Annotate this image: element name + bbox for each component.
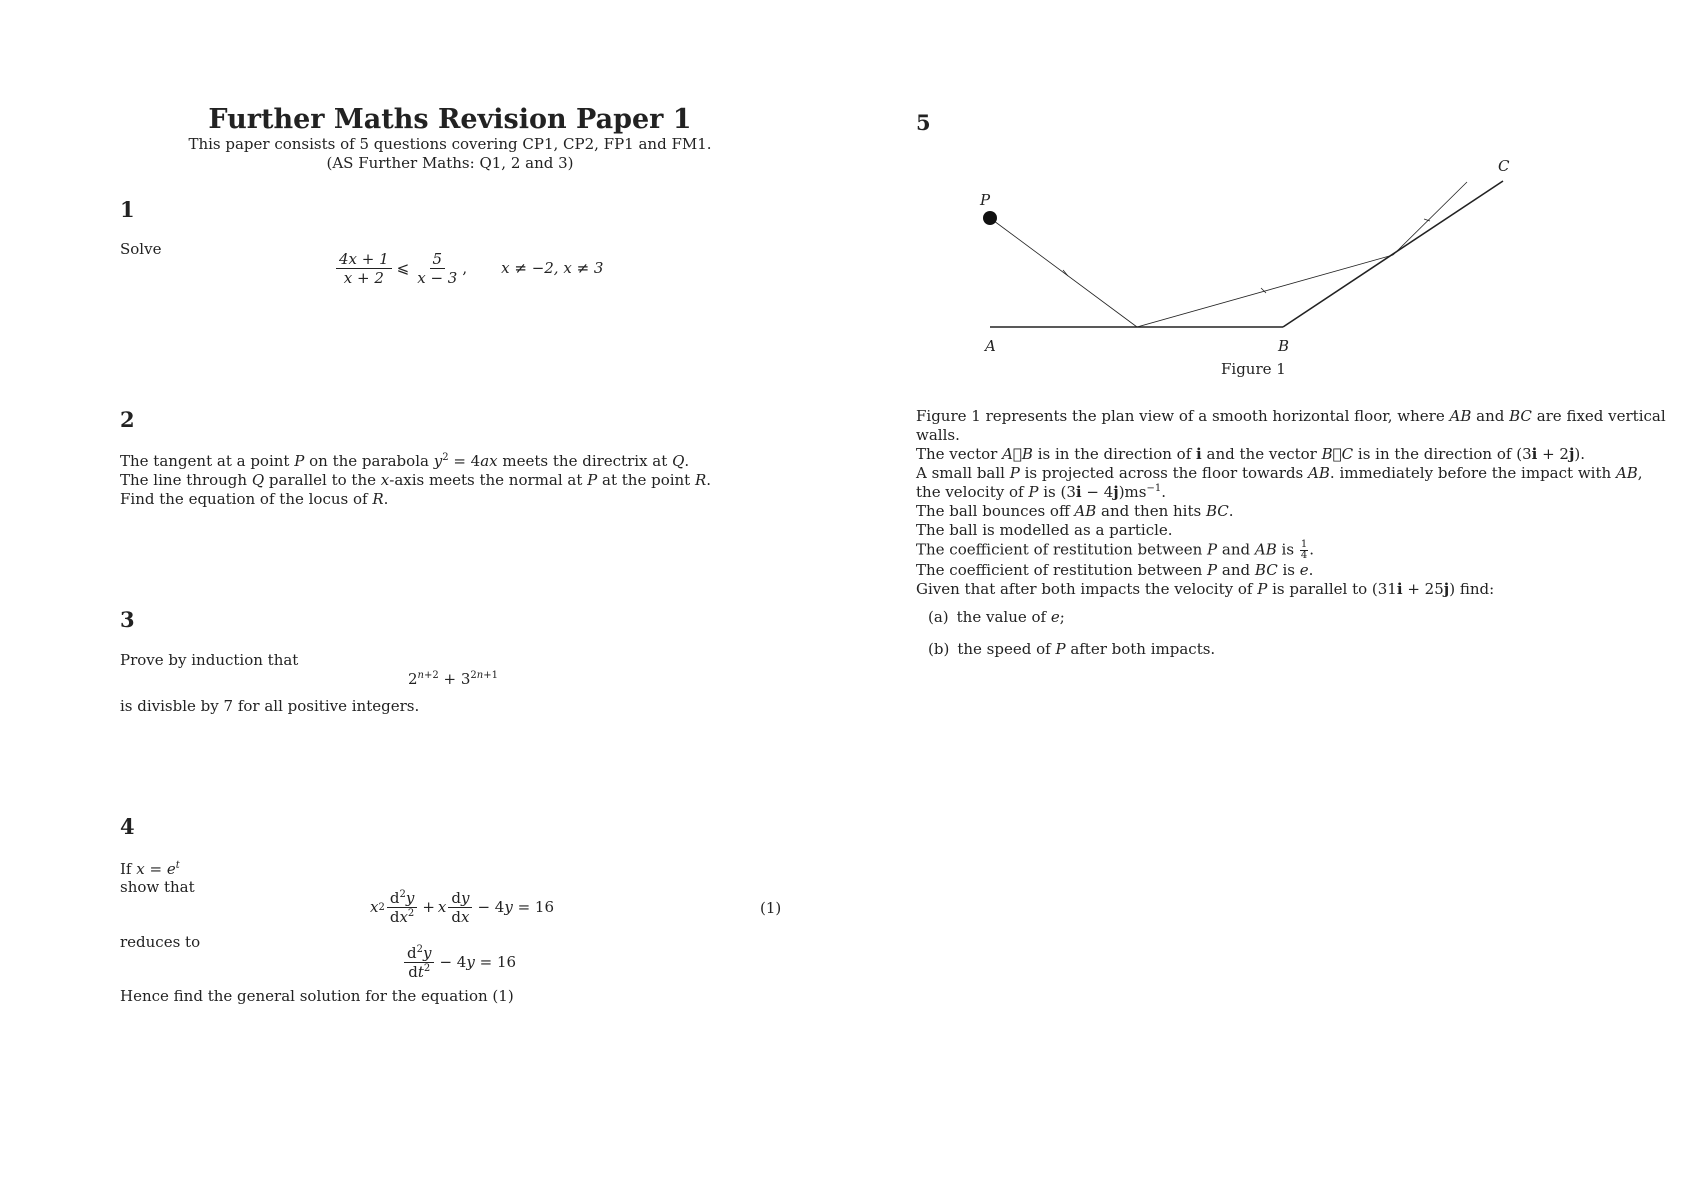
- label-c: C: [1498, 157, 1510, 175]
- question-4-hence: Hence find the general solution for the equation (1): [120, 987, 514, 1005]
- figure-1-diagram: [0, 0, 1684, 400]
- question-3-outro: is divisble by 7 for all positive integers.: [120, 697, 420, 715]
- ball-p: [983, 211, 997, 225]
- label-b: B: [1278, 337, 1290, 355]
- question-5-number: 5: [916, 110, 931, 135]
- rhs-fraction: $\frac{5}{x - 3}$: [417, 250, 458, 287]
- question-4-equation-1: x 2 $\frac{d^2y}{dx^2}$ + x $\frac{dy}{dx}$ − 4y = 16: [370, 889, 555, 926]
- question-3-intro: Prove by induction that: [120, 651, 299, 669]
- path-segment-1: [990, 218, 1137, 327]
- paper-note: (AS Further Maths: Q1, 2 and 3): [326, 154, 574, 172]
- wall-bc: [1283, 181, 1503, 327]
- question-4-show-that: show that: [120, 878, 195, 896]
- question-1-condition: x ≠ −2, x ≠ 3: [501, 259, 604, 277]
- lhs-fraction: $\frac{4x + 1}{x + 2}$: [336, 250, 392, 287]
- path-segment-2: [1137, 255, 1393, 327]
- question-5-part-b: (b) the speed of P after both impacts.: [928, 640, 1216, 658]
- question-1-number: 1: [120, 197, 135, 222]
- question-5-part-a: (a) the value of e;: [928, 608, 1065, 626]
- question-3-expression: $2^{n+2} + 3^{2n+1}$: [408, 670, 498, 688]
- question-2-number: 2: [120, 407, 135, 432]
- question-5-text: Figure 1 represents the plan view of a smooth horizontal floor, where AB and BC are fixed vertical walls. The vector A⃗B is in the direction of i and the vector B⃗C is in the direction of (3i + 2j). A small ball P is projected across the floor towards AB. immediately before the impact with AB, the velocity of P is $(3i - 4j)ms^{-1}$. The ball bounces off AB and then hits BC. The ball is modelled as a particle. The coefficient of restitution between P and AB is $\frac{1}{4}$ . The coefficient of restitution between P and BC is e. Given that after both impacts the velocity of P is parallel to (31i + 25j) find:: [916, 407, 1666, 598]
- paper-title: Further Maths Revision Paper 1: [208, 104, 692, 135]
- label-a: A: [985, 337, 996, 355]
- question-1-intro: Solve: [120, 240, 162, 258]
- path-segment-3: [1393, 182, 1467, 255]
- paper-subtitle: This paper consists of 5 questions covering CP1, CP2, FP1 and FM1.: [188, 135, 712, 153]
- question-2-text: The tangent at a point P on the parabola $y^2 = 4ax$ meets the directrix at Q. The line through Q parallel to the x-axis meets the normal at P at the point R. Find the equation of the locus of R.: [120, 452, 712, 508]
- question-4-equation-2: $\frac{d^2y}{dt^2}$ − 4y = 16: [402, 944, 516, 981]
- question-3-number: 3: [120, 607, 135, 632]
- question-4-reduces: reduces to: [120, 933, 201, 951]
- figure-caption: Figure 1: [1221, 360, 1286, 378]
- equation-number: (1): [760, 899, 782, 917]
- question-4-substitution: If $x = e^t$: [120, 860, 180, 878]
- question-1-inequality: $\frac{4x + 1}{x + 2}$ ⩽ $\frac{5}{x - 3}$ , x ≠ −2, x ≠ 3: [334, 250, 603, 287]
- label-p: P: [980, 191, 991, 209]
- question-4-number: 4: [120, 814, 135, 839]
